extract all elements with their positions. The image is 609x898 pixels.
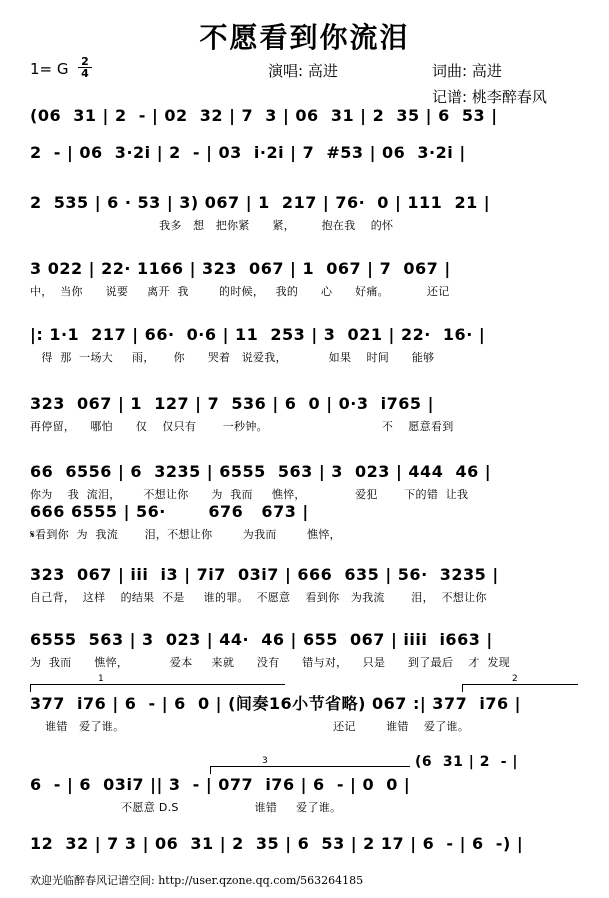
score-line-10	[30, 630, 578, 670]
score-notes: 323 067 | iii i3 | 7i7 03i7 | 666 635 | 56· 3235 |	[30, 565, 499, 584]
score-notes: 66 6556 | 6 3235 | 6555 563 | 3 023 | 444 46 |	[30, 462, 492, 481]
score-lyrics: 再停留， 哪怕 仅 仅只有 一秒钟。 不 愿意看到	[30, 420, 454, 433]
score-notes: 2 535 | 6 · 53 | 3) 067 | 1 217 | 76· 0 | 111 21 |	[30, 193, 491, 212]
score-notes: |: 1·1 217 | 66· 0·6 | 11 253 | 3 021 | 22· 16· |	[30, 325, 486, 344]
score-line-9	[30, 565, 578, 605]
score-line-7	[30, 462, 578, 502]
singer-credit: 演唱: 高进	[268, 62, 338, 80]
time-signature-numerator: 2	[78, 56, 92, 68]
score-lyrics: 我多 想 把你紧 紧， 抱在我 的怀	[30, 219, 394, 232]
volta-3-bracket	[210, 766, 410, 767]
score-lyrics: 不愿意 D.S 谁错 爱了谁。	[30, 801, 342, 814]
volta-2-number: 2	[512, 674, 518, 684]
key-signature: 1= G	[30, 60, 69, 78]
score-line-11	[30, 694, 578, 734]
interlude-bracket-line	[415, 752, 575, 772]
score-lyrics: 𝄋看到你 为 我流 泪，不想让你 为我而 憔悴，	[30, 528, 341, 541]
score-notes: (06 31 | 2 - | 02 32 | 7 3 | 06 31 | 2 35 | 6 53 |	[30, 106, 498, 125]
volta-2-bracket-edge	[462, 684, 463, 692]
composer-credit: 词曲: 高进	[432, 62, 502, 80]
score-notes: 323 067 | 1 127 | 7 536 | 6 0 | 0·3 i765 |	[30, 394, 434, 413]
score-notes: 3 022 | 22· 1166 | 323 067 | 1 067 | 7 067 |	[30, 259, 451, 278]
time-signature-denominator: 4	[81, 67, 89, 80]
transcriber-credit: 记谱: 桃李醉春风	[432, 88, 547, 106]
volta-3-number: 3	[262, 756, 268, 766]
volta-2-bracket	[462, 684, 578, 685]
volta-1-number: 1	[98, 674, 104, 684]
score-lyrics: 中， 当你 说要 离开 我 的时候， 我的 心 好痛。 还记	[30, 285, 450, 298]
score-line-8	[30, 502, 578, 542]
score-lyrics: 得 那 一场大 雨， 你 哭着 说爱我， 如果 时间 能够	[30, 351, 435, 364]
score-notes: 12 32 | 7 3 | 06 31 | 2 35 | 6 53 | 2 17 | 6 - | 6 -) |	[30, 834, 524, 853]
score-notes: 6 - | 6 03i7 || 3 - | 077 i76 | 6 - | 0 0 |	[30, 775, 411, 794]
score-notes: 2 - | 06 3·2i | 2 - | 03 i·2i | 7 #53 | 06 3·2i |	[30, 143, 466, 162]
score-lyrics: 谁错 爱了谁。 还记 谁错 爱了谁。	[30, 720, 470, 733]
score-line-3	[30, 193, 578, 233]
score-notes: 666 6555 | 56· 676 673 |	[30, 502, 309, 521]
score-lyrics: 你为 我 流泪， 不想让你 为 我而 憔悴， 爱犯 下的错 让我	[30, 488, 469, 501]
score-lyrics	[30, 169, 578, 183]
score-line-5	[30, 325, 578, 365]
score-line-2	[30, 143, 578, 183]
interlude-bracket-notes: (6 31 | 2 - |	[415, 754, 519, 770]
volta-3-bracket-edge	[210, 766, 211, 774]
score-line-4	[30, 259, 578, 299]
volta-1-bracket-edge	[30, 684, 31, 692]
score-line-1	[30, 106, 578, 146]
footer-credit: 欢迎光临醉春风记谱空间: http://user.qzone.qq.com/563264185	[30, 874, 364, 887]
score-notes: 377 i76 | 6 - | 6 0 | (间奏16小节省略) 067 :| 377 i76 |	[30, 694, 522, 713]
song-title: 不愿看到你流泪	[199, 21, 410, 54]
score-lyrics: 自己背， 这样 的结果 不是 谁的罪。 不愿意 看到你 为我流 泪， 不想让你	[30, 591, 487, 604]
time-signature	[78, 56, 92, 79]
score-notes: 6555 563 | 3 023 | 44· 46 | 655 067 | iiii i663 |	[30, 630, 493, 649]
score-line-13	[30, 834, 578, 874]
volta-1-bracket	[30, 684, 285, 685]
score-line-12	[30, 775, 578, 815]
score-line-6	[30, 394, 578, 434]
score-lyrics: 为 我而 憔悴， 爱本 来就 没有 错与对， 只是 到了最后 才 发现	[30, 656, 510, 669]
